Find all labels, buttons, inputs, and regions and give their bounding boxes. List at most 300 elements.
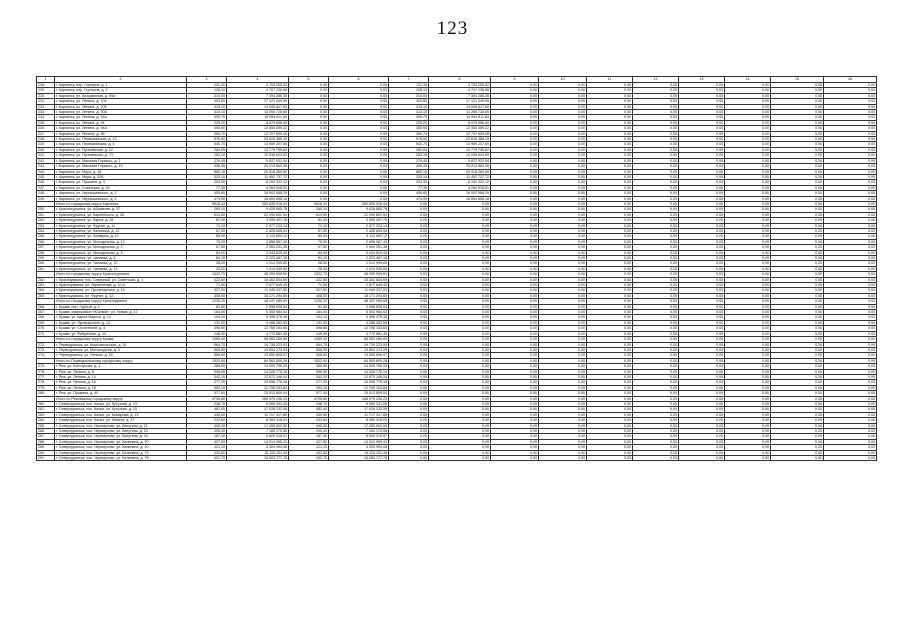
value-cell: 0,00 — [429, 288, 491, 293]
value-cell: 1532,70 — [289, 272, 329, 277]
value-cell: 0,00 — [679, 126, 725, 131]
value-cell: 85,90 — [289, 234, 329, 239]
value-cell: 0,00 — [824, 245, 877, 250]
row-number-cell: 231. — [37, 99, 55, 104]
row-number-cell: 235. — [37, 120, 55, 125]
value-cell: 2 577 223,14 — [227, 223, 289, 228]
value-cell: 540,70 — [187, 142, 227, 147]
value-cell: 8 100 322,12 — [227, 180, 289, 185]
address-cell: г. Первоуральск, ул. Комсомольская, д. 16 — [55, 342, 187, 347]
value-cell: 14 912 965,41 — [227, 439, 289, 444]
address-cell: г. Карпинск, ул. Советская, д. 39 — [55, 185, 187, 190]
value-cell: 4 772 881,40 — [329, 331, 389, 336]
value-cell: 28,00 — [187, 266, 227, 271]
value-cell: 0,00 — [389, 401, 429, 406]
value-cell: 146,30 — [187, 331, 227, 336]
address-cell: Итого по Режевскому городскому округу — [55, 396, 187, 401]
value-cell: 12 672 146,04 — [329, 374, 389, 379]
value-cell: 432,60 — [187, 450, 227, 455]
value-cell: 22 290 602,54 — [227, 212, 289, 217]
value-cell: 0,00 — [429, 353, 491, 358]
value-cell: 0,00 — [824, 93, 877, 98]
value-cell: 0,00 — [771, 310, 824, 315]
value-cell: 0,00 — [725, 93, 771, 98]
value-cell: 0,00 — [771, 191, 824, 196]
value-cell: 11 717 317,80 — [227, 412, 289, 417]
value-cell: 0,00 — [429, 418, 491, 423]
value-cell: 0,00 — [389, 299, 429, 304]
value-cell: 0,00 — [587, 93, 633, 98]
value-cell: 283,10 — [389, 153, 429, 158]
value-cell: 17 121 349,59 — [227, 99, 289, 104]
value-cell: 0,00 — [633, 93, 679, 98]
value-cell: 248,70 — [187, 401, 227, 406]
value-cell: 232,60 — [187, 418, 227, 423]
column-header: 10 — [539, 77, 587, 83]
value-cell: 0,00 — [824, 277, 877, 282]
address-cell: г. Краснотурьинск, ул. Фрунзе, д. 11 — [55, 223, 187, 228]
value-cell: 0,00 — [824, 320, 877, 325]
value-cell: 0,00 — [539, 293, 587, 298]
value-cell: 279,40 — [187, 158, 227, 163]
value-cell: 0,00 — [725, 358, 771, 363]
value-cell: 2 428 605,94 — [227, 228, 289, 233]
value-cell: 0,00 — [389, 423, 429, 428]
value-cell: 0,00 — [725, 293, 771, 298]
value-cell: 17 265 902,50 — [329, 423, 389, 428]
value-cell: 0,00 — [389, 445, 429, 450]
value-cell: 0,00 — [771, 293, 824, 298]
value-cell: 0,00 — [679, 456, 725, 461]
value-cell: 0,00 — [679, 212, 725, 217]
value-cell: 0,00 — [633, 347, 679, 352]
value-cell: 0,00 — [587, 450, 633, 455]
value-cell: 0,00 — [429, 331, 491, 336]
value-cell: 0,00 — [429, 299, 491, 304]
value-cell: 0,00 — [389, 234, 429, 239]
value-cell: 0,00 — [725, 326, 771, 331]
value-cell: 67,00 — [289, 228, 329, 233]
value-cell: 0,00 — [539, 283, 587, 288]
value-cell: 8 359 318,03 — [227, 418, 289, 423]
address-cell: г. Карпинск, ул. Первомайская, д. 13 — [55, 137, 187, 142]
value-cell: 0,00 — [587, 104, 633, 109]
value-cell: 0,00 — [539, 353, 587, 358]
value-cell: 0,00 — [824, 450, 877, 455]
value-cell: 0,00 — [633, 299, 679, 304]
value-cell: 0,00 — [587, 158, 633, 163]
value-cell: 1089,40 — [187, 337, 227, 342]
value-cell: 71,10 — [187, 223, 227, 228]
row-number-cell: 272. — [37, 342, 55, 347]
column-header: 2 — [55, 77, 187, 83]
value-cell: 0,00 — [491, 450, 539, 455]
value-cell: 0,00 — [679, 201, 725, 206]
value-cell: 0,00 — [389, 456, 429, 461]
value-cell: 360,70 — [389, 131, 429, 136]
value-cell: 0,00 — [633, 266, 679, 271]
value-cell: 0,00 — [429, 218, 491, 223]
value-cell: 0,00 — [725, 401, 771, 406]
value-cell: 313,10 — [187, 110, 227, 115]
value-cell: 0,00 — [389, 347, 429, 352]
value-cell: 0,00 — [491, 407, 539, 412]
value-cell: 0,00 — [771, 158, 824, 163]
row-number-cell: 229. — [37, 88, 55, 93]
value-cell: 0,00 — [587, 201, 633, 206]
value-cell: 0,00 — [725, 212, 771, 217]
value-cell: 0,00 — [329, 93, 389, 98]
value-cell: 0,00 — [824, 218, 877, 223]
value-cell: 0,00 — [771, 385, 824, 390]
value-cell: 0,00 — [679, 439, 725, 444]
value-cell: 20 615 386,15 — [227, 137, 289, 142]
column-header: 14 — [725, 77, 771, 83]
row-number-cell: 271. — [37, 331, 55, 336]
value-cell: 0,00 — [491, 347, 539, 352]
value-cell: 0,00 — [824, 228, 877, 233]
address-cell: г. Североуральск, пос. Черемухово, ул. Ватутина, д. 34 — [55, 434, 187, 439]
value-cell: 0,00 — [289, 131, 329, 136]
value-cell: 0,00 — [587, 153, 633, 158]
row-number-cell: 248. — [37, 191, 55, 196]
value-cell: 0,00 — [824, 174, 877, 179]
value-cell: 0,00 — [429, 315, 491, 320]
value-cell: 0,00 — [491, 239, 539, 244]
value-cell: 0,00 — [679, 196, 725, 201]
value-cell: 0,00 — [633, 310, 679, 315]
value-cell: 0,00 — [771, 110, 824, 115]
value-cell: 0,00 — [491, 272, 539, 277]
value-cell: 3 398 478,38 — [227, 315, 289, 320]
value-cell: 15 115 151,49 — [329, 450, 389, 455]
address-cell: г. Реж, ул. Костоусова, д. 1 — [55, 364, 187, 369]
value-cell: 0,00 — [587, 429, 633, 434]
value-cell: 0,00 — [679, 342, 725, 347]
value-cell: 0,00 — [587, 256, 633, 261]
value-cell: 0,00 — [824, 342, 877, 347]
value-cell: 0,00 — [587, 83, 633, 88]
address-cell: г. Первоуральск, ул. Металлургов, д. 3 — [55, 347, 187, 352]
value-cell: 0,00 — [771, 99, 824, 104]
value-cell: 4705,80 — [289, 396, 329, 401]
value-cell: 0,00 — [429, 358, 491, 363]
value-cell: 0,00 — [679, 256, 725, 261]
address-cell: г. Североуральск, пос. Черемухово, ул. Калинина, д. 78 — [55, 456, 187, 461]
value-cell: 75,30 — [187, 239, 227, 244]
value-cell: 0,00 — [389, 374, 429, 379]
value-cell: 0,00 — [289, 196, 329, 201]
value-cell: 0,00 — [771, 374, 824, 379]
value-cell: 0,00 — [329, 88, 389, 93]
value-cell: 0,00 — [771, 137, 824, 142]
value-cell: 0,00 — [633, 104, 679, 109]
row-number-cell: 239. — [37, 142, 55, 147]
value-cell: 0,00 — [429, 326, 491, 331]
value-cell: 0,00 — [491, 261, 539, 266]
value-cell: 12 758 153,60 — [227, 326, 289, 331]
value-cell: 613,50 — [187, 212, 227, 217]
value-cell: 0,00 — [539, 93, 587, 98]
value-cell: 565,90 — [289, 347, 329, 352]
address-cell: г. Реж, ул. Ленина, д. 5 — [55, 369, 187, 374]
value-cell: 0,00 — [679, 364, 725, 369]
value-cell: 0,00 — [725, 169, 771, 174]
value-cell: 0,00 — [824, 266, 877, 271]
value-cell: 0,00 — [725, 137, 771, 142]
value-cell: 0,00 — [389, 407, 429, 412]
value-cell: 0,00 — [389, 277, 429, 282]
value-cell: 0,00 — [491, 137, 539, 142]
value-cell: 495,30 — [187, 423, 227, 428]
value-cell: 0,00 — [725, 196, 771, 201]
value-cell: 0,00 — [725, 353, 771, 358]
value-cell: 0,00 — [679, 147, 725, 152]
value-cell: 0,00 — [633, 315, 679, 320]
value-cell: 0,00 — [725, 126, 771, 131]
value-cell: 0,00 — [771, 277, 824, 282]
value-cell: 0,00 — [633, 223, 679, 228]
value-cell: 0,00 — [429, 320, 491, 325]
value-cell: 128,10 — [187, 88, 227, 93]
value-cell: 0,00 — [289, 83, 329, 88]
value-cell: 19 650 896,07 — [329, 353, 389, 358]
value-cell: 403,80 — [389, 99, 429, 104]
address-cell: г. Североуральск, пос. Калья, ул. Кутузова, д. 13 — [55, 401, 187, 406]
value-cell: 0,00 — [725, 261, 771, 266]
value-cell: 0,00 — [289, 93, 329, 98]
value-cell: 0,00 — [633, 137, 679, 142]
column-header: 8 — [429, 77, 491, 83]
value-cell: 0,00 — [771, 196, 824, 201]
value-cell: 0,00 — [539, 374, 587, 379]
value-cell: 3 044 819,40 — [329, 250, 389, 255]
value-cell: 473,90 — [187, 196, 227, 201]
value-cell: 0,00 — [539, 256, 587, 261]
value-cell: 0,00 — [725, 239, 771, 244]
value-cell: 3 113 690,12 — [329, 234, 389, 239]
value-cell: 0,00 — [633, 261, 679, 266]
row-number-cell: 254. — [37, 228, 55, 233]
value-cell: 0,00 — [587, 434, 633, 439]
value-cell: 495,30 — [289, 423, 329, 428]
value-cell: 85,90 — [187, 234, 227, 239]
row-number-cell: 280. — [37, 391, 55, 396]
row-number-cell: 238. — [37, 137, 55, 142]
value-cell: 48 395 999,60 — [227, 272, 289, 277]
value-cell: 0,00 — [725, 364, 771, 369]
value-cell: 0,00 — [587, 299, 633, 304]
value-cell: 0,00 — [289, 142, 329, 147]
value-cell: 0,00 — [679, 385, 725, 390]
value-cell: 0,00 — [633, 218, 679, 223]
value-cell: 0,00 — [539, 310, 587, 315]
value-cell: 0,00 — [429, 364, 491, 369]
value-cell: 9 069 341,05 — [227, 401, 289, 406]
value-cell: 0,00 — [539, 434, 587, 439]
value-cell: 2 577 223,14 — [329, 223, 389, 228]
value-cell: 20 918 280,60 — [429, 169, 491, 174]
address-cell: г. Реж, ул. Пушкина, д. 40 — [55, 391, 187, 396]
value-cell: 0,00 — [491, 223, 539, 228]
value-cell: 0,00 — [429, 450, 491, 455]
row-number-cell: 251. — [37, 212, 55, 217]
value-cell: 0,00 — [679, 423, 725, 428]
value-cell: 71,50 — [187, 283, 227, 288]
value-cell: 0,00 — [329, 115, 389, 120]
value-cell: 342,10 — [187, 374, 227, 379]
value-cell: 0,00 — [633, 191, 679, 196]
value-cell: 0,00 — [587, 228, 633, 233]
value-cell: 0,00 — [633, 142, 679, 147]
value-cell: 0,00 — [539, 337, 587, 342]
value-cell: 0,00 — [771, 391, 824, 396]
row-number-cell: 240. — [37, 147, 55, 152]
value-cell: 0,00 — [679, 228, 725, 233]
value-cell: 0,00 — [389, 450, 429, 455]
value-cell: 0,00 — [389, 261, 429, 266]
value-cell: 0,00 — [429, 304, 491, 309]
value-cell: 0,00 — [539, 99, 587, 104]
value-cell: 0,00 — [679, 283, 725, 288]
value-cell: 0,00 — [725, 342, 771, 347]
value-cell: 0,00 — [725, 153, 771, 158]
row-number-cell: 268. — [37, 315, 55, 320]
value-cell: 0,00 — [289, 169, 329, 174]
value-cell: 10 954 811,84 — [429, 115, 491, 120]
column-header: 5 — [289, 77, 329, 83]
value-cell: 0,00 — [725, 385, 771, 390]
value-cell: 0,00 — [633, 115, 679, 120]
value-cell: 0,00 — [679, 412, 725, 417]
value-cell: 0,00 — [725, 396, 771, 401]
value-cell: 0,00 — [539, 191, 587, 196]
value-cell: 0,00 — [587, 239, 633, 244]
value-cell: 0,00 — [725, 191, 771, 196]
value-cell: 0,00 — [633, 153, 679, 158]
row-number-cell: 233. — [37, 110, 55, 115]
value-cell: 4 264 916,51 — [227, 185, 289, 190]
value-cell: 0,00 — [771, 153, 824, 158]
value-cell: 0,00 — [633, 396, 679, 401]
value-cell: 0,00 — [633, 250, 679, 255]
value-cell: 353,10 — [187, 385, 227, 390]
value-cell: 0,00 — [633, 342, 679, 347]
value-cell: 0,00 — [429, 283, 491, 288]
value-cell: 0,00 — [289, 110, 329, 115]
value-cell: 280,05 — [389, 147, 429, 152]
value-cell: 0,00 — [771, 401, 824, 406]
address-cell: г. Краснотурьинск, ул. Чапаева, д. 10 — [55, 261, 187, 266]
value-cell: 0,00 — [389, 418, 429, 423]
value-cell: 0,00 — [824, 423, 877, 428]
value-cell: 8 075 656,49 — [429, 120, 491, 125]
row-number-cell: 270. — [37, 326, 55, 331]
value-cell: 0,00 — [633, 374, 679, 379]
value-cell: 0,00 — [771, 326, 824, 331]
value-cell: 0,00 — [491, 293, 539, 298]
value-cell: 0,00 — [587, 439, 633, 444]
value-cell: 28,00 — [289, 266, 329, 271]
value-cell: 0,00 — [491, 283, 539, 288]
value-cell: 386,50 — [187, 364, 227, 369]
value-cell: 2 323 487,16 — [329, 256, 389, 261]
value-cell: 0,00 — [491, 385, 539, 390]
value-cell: 0,00 — [725, 131, 771, 136]
value-cell: 17 121 349,59 — [429, 99, 491, 104]
value-cell: 0,00 — [429, 256, 491, 261]
value-cell: 11 266 728,65 — [227, 110, 289, 115]
value-cell: 0,00 — [824, 250, 877, 255]
value-cell: 0,00 — [289, 126, 329, 131]
address-cell: г. Карпинск, ул. Чернышевского, д. 4 — [55, 196, 187, 201]
value-cell: 0,00 — [587, 120, 633, 125]
value-cell: 0,00 — [587, 385, 633, 390]
value-cell: 0,00 — [679, 450, 725, 455]
value-cell: 0,00 — [329, 147, 389, 152]
address-cell: Итого по городскому округу Карпинск — [55, 201, 187, 206]
value-cell: 1 014 939,80 — [329, 261, 389, 266]
value-cell: 164,00 — [289, 310, 329, 315]
value-cell: 0,00 — [824, 223, 877, 228]
value-cell: 342,10 — [289, 374, 329, 379]
value-cell: 14 009 796,05 — [227, 364, 289, 369]
value-cell: 7 160 175,56 — [329, 429, 389, 434]
address-cell: г. Карпинск, ул. Первомайская, д. 5 — [55, 142, 187, 147]
row-number-cell: 282. — [37, 407, 55, 412]
value-cell: 0,00 — [429, 401, 491, 406]
value-cell: 0,00 — [633, 385, 679, 390]
value-cell: 577,00 — [289, 391, 329, 396]
value-cell: 0,00 — [679, 158, 725, 163]
value-cell: 0,00 — [771, 418, 824, 423]
value-cell: 248,70 — [289, 401, 329, 406]
value-cell: 104,10 — [187, 315, 227, 320]
value-cell: 131,20 — [289, 320, 329, 325]
value-cell: 8 100 322,12 — [429, 180, 491, 185]
value-cell: 0,00 — [771, 456, 824, 461]
value-cell: 0,00 — [633, 445, 679, 450]
value-cell: 0,00 — [329, 131, 389, 136]
value-cell: 4 304 394,08 — [227, 445, 289, 450]
value-cell: 0,00 — [491, 234, 539, 239]
value-cell: 13 989 207,65 — [227, 142, 289, 147]
value-cell: 3 059 497,76 — [227, 218, 289, 223]
value-cell: 0,00 — [429, 407, 491, 412]
value-cell: 0,00 — [824, 147, 877, 152]
value-cell: 0,00 — [329, 158, 389, 163]
value-cell: 0,00 — [491, 201, 539, 206]
value-cell: 0,00 — [539, 185, 587, 190]
value-cell: 0,00 — [429, 374, 491, 379]
value-cell: 0,00 — [389, 353, 429, 358]
value-cell: 0,00 — [587, 250, 633, 255]
value-cell: 0,00 — [679, 239, 725, 244]
value-cell: 0,00 — [587, 196, 633, 201]
value-cell: 565,90 — [187, 347, 227, 352]
value-cell: 3 398 478,38 — [329, 315, 389, 320]
value-cell: 0,00 — [429, 347, 491, 352]
value-cell: 0,00 — [587, 412, 633, 417]
value-cell: 19 739 223,93 — [329, 342, 389, 347]
value-cell: 0,00 — [679, 266, 725, 271]
value-cell: 0,00 — [771, 423, 824, 428]
value-cell: 0,00 — [539, 385, 587, 390]
value-cell: 0,00 — [587, 266, 633, 271]
value-cell: 2 084 251,38 — [227, 245, 289, 250]
value-cell: 11 717 317,80 — [329, 412, 389, 417]
value-cell: 0,00 — [771, 104, 824, 109]
